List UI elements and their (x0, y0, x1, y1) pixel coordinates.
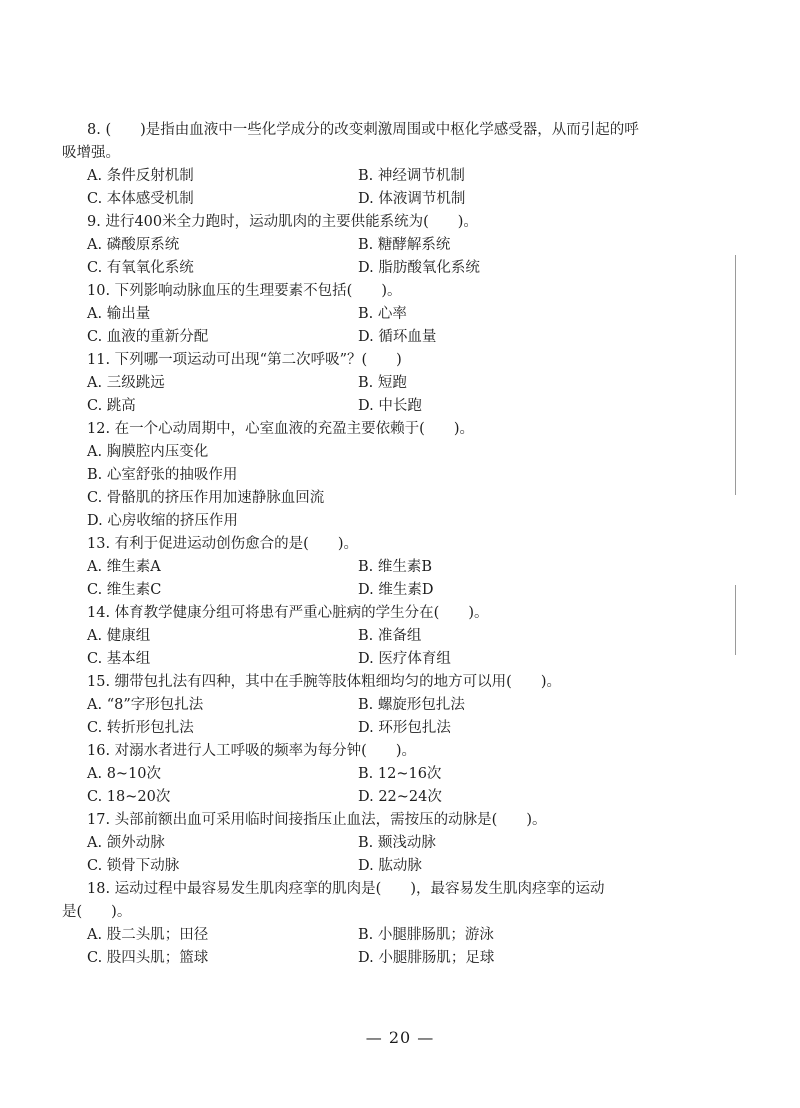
question-stem-continued: 吸增强。 (62, 145, 120, 161)
option-d: D. 中长跑 (358, 398, 422, 414)
option-d: D. 循环血量 (358, 329, 437, 345)
option-c: C. 维生素C (87, 582, 162, 598)
option-c: C. 基本组 (87, 651, 151, 667)
option-d: D. 体液调节机制 (358, 191, 466, 207)
option-c: C. 锁骨下动脉 (87, 858, 180, 874)
option-d: D. 心房收缩的挤压作用 (87, 513, 238, 529)
option-c: C. 转折形包扎法 (87, 720, 194, 736)
option-row (62, 165, 674, 188)
option-c: C. 有氧氧化系统 (87, 260, 194, 276)
option-row (62, 326, 674, 349)
option-a: A. “8”字形包扎法 (87, 697, 204, 713)
option-row (62, 832, 674, 855)
option-b: B. 糖酵解系统 (358, 237, 451, 253)
question-18 (62, 878, 674, 924)
question-11 (62, 349, 674, 372)
option-c: C. 股四头肌；篮球 (87, 950, 209, 966)
option-row (62, 947, 674, 970)
question-list (62, 119, 674, 970)
question-stem: 13. 有利于促进运动创伤愈合的是( )。 (87, 536, 358, 552)
option-b: B. 12~16次 (358, 766, 442, 782)
option-row (62, 395, 674, 418)
option-d: D. 维生素D (358, 582, 434, 598)
question-12 (62, 418, 674, 441)
question-stem: 12. 在一个心动周期中，心室血液的充盈主要依赖于( )。 (87, 421, 474, 437)
question-stem-continued: 是( )。 (62, 904, 132, 920)
option-row (62, 855, 674, 878)
option-b: B. 心率 (358, 306, 407, 322)
option-c: C. 骨骼肌的挤压作用加速静脉血回流 (87, 490, 325, 506)
option-a: A. 条件反射机制 (87, 168, 194, 184)
option-d: D. 脂肪酸氧化系统 (358, 260, 480, 276)
option-c: C. 血液的重新分配 (87, 329, 209, 345)
option-b: B. 螺旋形包扎法 (358, 697, 465, 713)
option-d: D. 22~24次 (358, 789, 442, 805)
option-b: B. 维生素B (358, 559, 433, 575)
option-a: A. 健康组 (87, 628, 151, 644)
option-b: B. 准备组 (358, 628, 422, 644)
question-15 (62, 671, 674, 694)
question-stem: 8. ( )是指由血液中一些化学成分的改变刺激周围或中枢化学感受器，从而引起的呼 (87, 122, 639, 138)
option-b: B. 短跑 (358, 375, 407, 391)
option-a: A. 维生素A (87, 559, 161, 575)
option-d: D. 小腿腓肠肌；足球 (358, 950, 495, 966)
margin-mark (735, 255, 736, 495)
question-8 (62, 119, 674, 165)
question-10 (62, 280, 674, 303)
option-row (62, 303, 674, 326)
option-row (62, 786, 674, 809)
option-row (62, 717, 674, 740)
option-b: B. 颞浅动脉 (358, 835, 436, 851)
option-a: A. 三级跳远 (87, 375, 165, 391)
option-d: D. 环形包扎法 (358, 720, 451, 736)
option-row (62, 556, 674, 579)
option-a: A. 输出量 (87, 306, 151, 322)
question-13 (62, 533, 674, 556)
option-row (62, 648, 674, 671)
option-row (62, 372, 674, 395)
option-d: D. 医疗体育组 (358, 651, 451, 667)
question-14 (62, 602, 674, 625)
option-row (62, 579, 674, 602)
question-stem: 10. 下列影响动脉血压的生理要素不包括( )。 (87, 283, 402, 299)
option-b: B. 小腿腓肠肌；游泳 (358, 927, 494, 943)
option-b: B. 神经调节机制 (358, 168, 465, 184)
question-stem: 14. 体育教学健康分组可将患有严重心脏病的学生分在( )。 (87, 605, 489, 621)
option-a: A. 胸膜腔内压变化 (87, 444, 209, 460)
question-stem: 16. 对溺水者进行人工呼吸的频率为每分钟( )。 (87, 743, 416, 759)
option-c: C. 18~20次 (87, 789, 171, 805)
option-row (62, 188, 674, 211)
margin-mark (735, 585, 736, 655)
question-stem: 17. 头部前额出血可采用临时间接指压止血法，需按压的动脉是( )。 (87, 812, 547, 828)
option-row (62, 763, 674, 786)
question-stem: 11. 下列哪一项运动可出现“第二次呼吸”？( ) (87, 352, 402, 368)
option-a: A. 8~10次 (87, 766, 162, 782)
question-17 (62, 809, 674, 832)
question-stem: 15. 绷带包扎法有四种，其中在手腕等肢体粗细均匀的地方可以用( )。 (87, 674, 561, 690)
option-a: A. 磷酸原系统 (87, 237, 180, 253)
option-b: B. 心室舒张的抽吸作用 (87, 467, 238, 483)
question-9 (62, 211, 674, 234)
option-c: C. 本体感受机制 (87, 191, 194, 207)
option-row (62, 257, 674, 280)
option-a: A. 颌外动脉 (87, 835, 165, 851)
question-stem: 9. 进行400米全力跑时，运动肌肉的主要供能系统为( )。 (87, 214, 478, 230)
option-row (62, 924, 674, 947)
option-a: A. 股二头肌；田径 (87, 927, 209, 943)
option-row (62, 694, 674, 717)
option-row (62, 625, 674, 648)
option-row (62, 234, 674, 257)
page-number: — 20 — (365, 1028, 435, 1047)
question-stem: 18. 运动过程中最容易发生肌肉痉挛的肌肉是( )，最容易发生肌肉痉挛的运动 (87, 881, 605, 897)
question-16 (62, 740, 674, 763)
option-d: D. 肱动脉 (358, 858, 422, 874)
option-c: C. 跳高 (87, 398, 136, 414)
